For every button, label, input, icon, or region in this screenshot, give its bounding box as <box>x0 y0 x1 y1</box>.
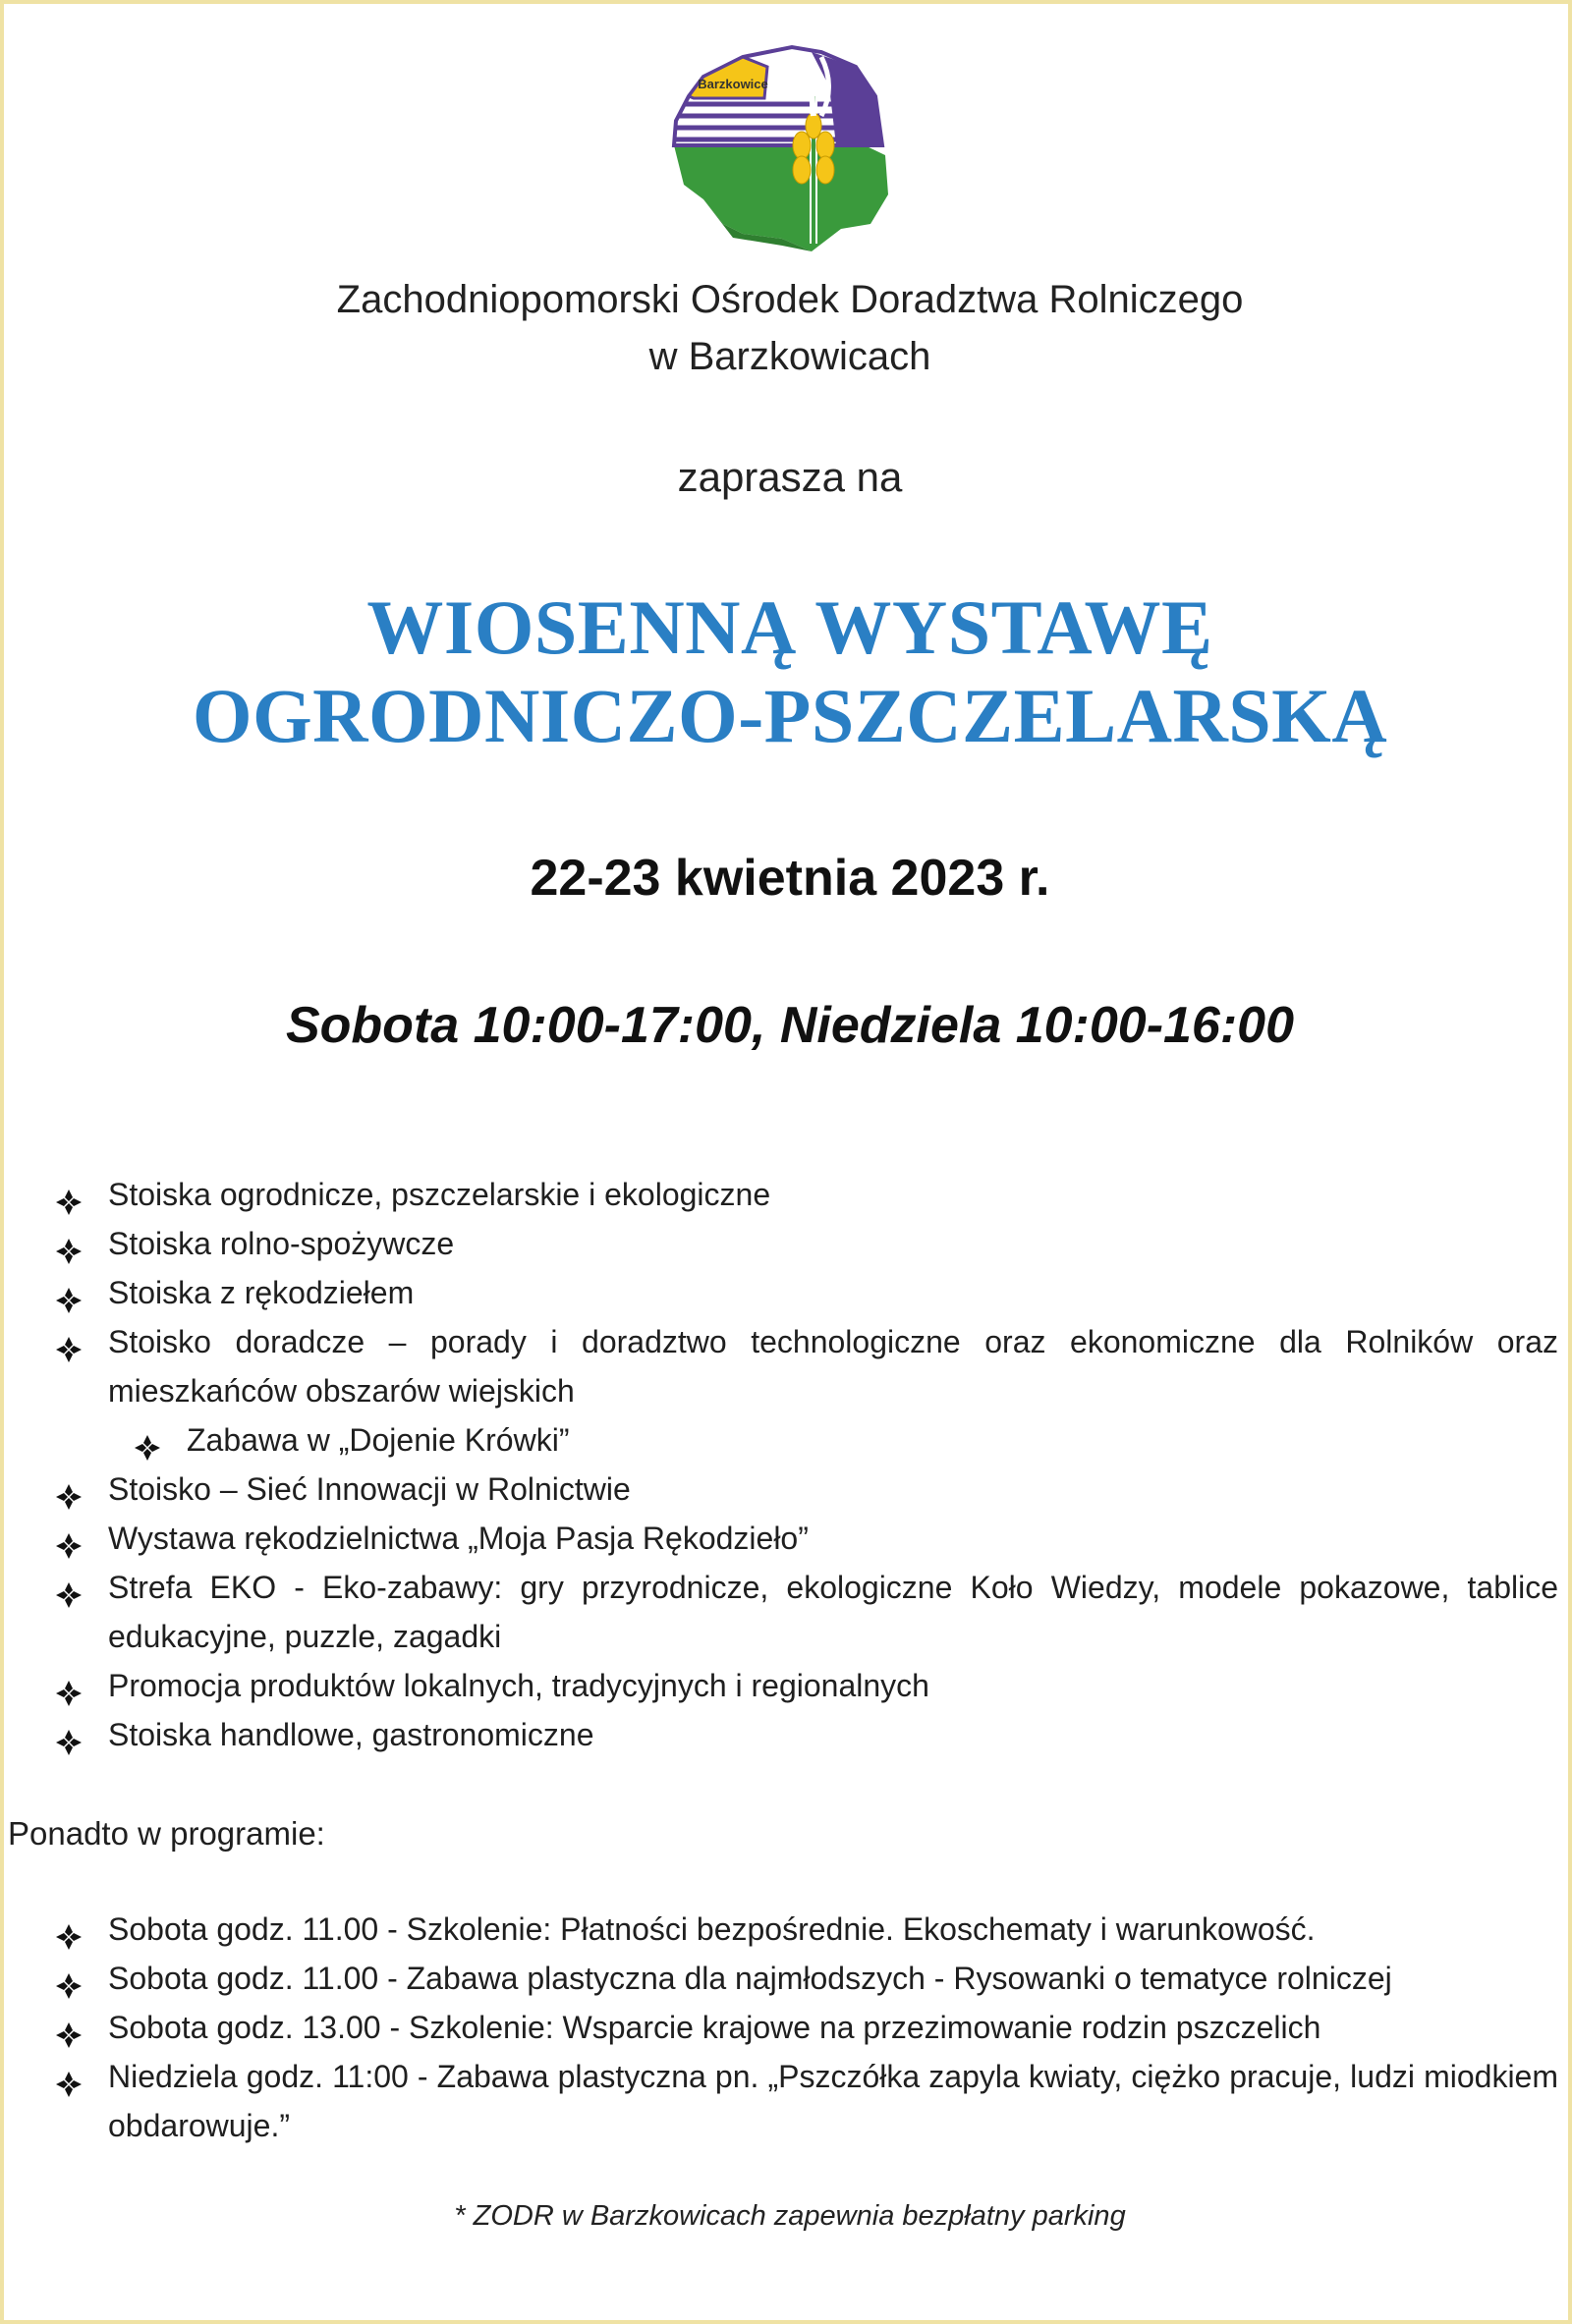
list-item: Stoisko – Sieć Innowacji w Rolnictwie <box>55 1465 1558 1514</box>
list-item: Stoisko doradcze – porady i doradztwo technologiczne oraz ekonomiczne dla Rolników oraz mieszkańców obszarów wiejskich <box>55 1317 1558 1415</box>
list-item: Wystawa rękodzielnictwa „Moja Pasja Rękodzieło” <box>55 1514 1558 1563</box>
organization-location: w Barzkowicach <box>648 335 931 378</box>
diamond-bullet-icon <box>55 1328 83 1356</box>
list-item: Strefa EKO - Eko-zabawy: gry przyrodnicze, ekologiczne Koło Wiedzy, modele pokazowe, tablice edukacyjne, puzzle, zagadki <box>55 1563 1558 1661</box>
diamond-bullet-icon <box>55 1475 83 1503</box>
organization-name: Zachodniopomorski Ośrodek Doradztwa Rolniczego <box>336 278 1244 321</box>
event-title-line2: OGRODNICZO-PSZCZELARSKĄ <box>192 673 1388 758</box>
list-item: Sobota godz. 11.00 - Zabawa plastyczna dla najmłodszych - Rysowanki o tematyce rolniczej <box>55 1954 1558 2003</box>
diamond-bullet-icon <box>55 1230 83 1257</box>
diamond-bullet-icon <box>55 1721 83 1748</box>
event-date: 22-23 kwietnia 2023 r. <box>530 850 1050 907</box>
diamond-bullet-icon <box>55 1964 83 1992</box>
event-hours: Sobota 10:00-17:00, Niedziela 10:00-16:00 <box>285 997 1295 1054</box>
list-item: Stoiska ogrodnicze, pszczelarskie i ekologiczne <box>55 1170 1558 1219</box>
diamond-bullet-icon <box>55 1672 83 1699</box>
zodr-logo <box>664 28 900 253</box>
list-item: Sobota godz. 13.00 - Szkolenie: Wsparcie krajowe na przezimowanie rodzin pszczelich <box>55 2003 1558 2052</box>
diamond-bullet-icon <box>55 1181 83 1208</box>
list-item: Stoiska handlowe, gastronomiczne <box>55 1710 1558 1759</box>
program-list <box>55 1905 1558 2150</box>
list-item: Stoiska z rękodziełem <box>55 1268 1558 1317</box>
logo-text: Barzkowice <box>698 77 768 91</box>
diamond-bullet-icon <box>55 1524 83 1552</box>
event-title-line1: WIOSENNĄ WYSTAWĘ <box>366 584 1213 670</box>
diamond-bullet-icon <box>55 1574 83 1601</box>
attractions-list <box>55 1170 1558 1759</box>
list-item: Promocja produktów lokalnych, tradycyjnych i regionalnych <box>55 1661 1558 1710</box>
list-item: Stoiska rolno-spożywcze <box>55 1219 1558 1268</box>
list-item: Niedziela godz. 11:00 - Zabawa plastyczna pn. „Pszczółka zapyla kwiaty, ciężko pracuje, ludzi miodkiem obdarowuje.” <box>55 2052 1558 2150</box>
diamond-bullet-icon <box>55 2063 83 2090</box>
diamond-bullet-icon <box>55 1279 83 1306</box>
diamond-bullet-icon <box>55 1915 83 1943</box>
invite-text: zaprasza na <box>677 454 903 500</box>
diamond-bullet-icon <box>134 1426 161 1454</box>
parking-note: * ZODR w Barzkowicach zapewnia bezpłatny parking <box>454 2200 1126 2232</box>
list-item: Sobota godz. 11.00 - Szkolenie: Płatności bezpośrednie. Ekoschematy i warunkowość. <box>55 1905 1558 1954</box>
diamond-bullet-icon <box>55 2014 83 2041</box>
list-item: Zabawa w „Dojenie Krówki” <box>134 1415 1558 1465</box>
program-label: Ponadto w programie: <box>8 1815 325 1852</box>
